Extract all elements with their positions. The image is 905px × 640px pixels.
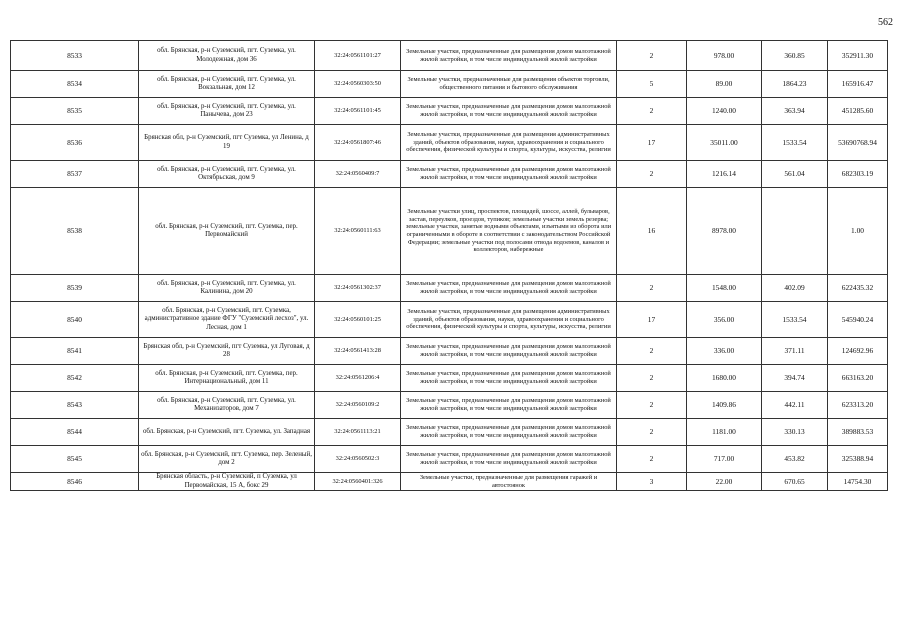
table-row <box>11 41 888 71</box>
specific-value-cell: 442.11 <box>762 392 828 419</box>
cadastral-number-cell: 32:24:0560303:50 <box>315 71 401 98</box>
area-cell: 89.00 <box>687 71 762 98</box>
cadastral-number-cell: 32:24:0560111:63 <box>315 188 401 275</box>
group-number-cell: 2 <box>617 161 687 188</box>
area-cell: 356.00 <box>687 302 762 338</box>
specific-value-cell: 371.11 <box>762 338 828 365</box>
land-use-cell: Земельные участки, предназначенные для размещения домов малоэтажной жилой застройки, в том числе индивидуальной жилой застройки <box>401 161 617 188</box>
cadastral-number-cell: 32:24:0561413:28 <box>315 338 401 365</box>
row-id-cell: 8544 <box>11 419 139 446</box>
row-id-cell: 8541 <box>11 338 139 365</box>
area-cell: 1409.86 <box>687 392 762 419</box>
row-id-cell: 8546 <box>11 473 139 491</box>
cadastral-number-cell: 32:24:0561206:4 <box>315 365 401 392</box>
cadastral-value-cell: 53690768.94 <box>828 125 888 161</box>
address-cell: Брянская область, р-н Суземский, п Суземка, ул Первомайская, 15 А, бокс 29 <box>139 473 315 491</box>
land-use-cell: Земельные участки, предназначенные для размещения административных зданий, объектов образования, науки, здравоохранения и социального обеспечения, физической культуры и спорта, культуры, искусства, религии <box>401 302 617 338</box>
land-use-cell: Земельные участки улиц, проспектов, площадей, шоссе, аллей, бульваров, застав, переулков, проездов, тупиков; земельные участки земель резерва; земельные участки, занятые водными объектами, изъятыми из оборота или ограниченными в обороте в соответствии с законодательством Российской Федерации; земельные участки под полосами отвода водоемов, каналов и коллекторов, набережные <box>401 188 617 275</box>
cadastral-value-cell: 545940.24 <box>828 302 888 338</box>
cadastral-value-cell: 165916.47 <box>828 71 888 98</box>
table-row <box>11 446 888 473</box>
group-number-cell: 3 <box>617 473 687 491</box>
page-number: 562 <box>878 17 893 28</box>
cadastral-value-cell: 451285.60 <box>828 98 888 125</box>
address-cell: обл. Брянская, р-н Суземский, пгт. Суземка, пер. Первомайский <box>139 188 315 275</box>
cadastral-value-cell: 124692.96 <box>828 338 888 365</box>
area-cell: 8978.00 <box>687 188 762 275</box>
land-use-cell: Земельные участки, предназначенные для размещения домов малоэтажной жилой застройки, в том числе индивидуальной жилой застройки <box>401 392 617 419</box>
cadastral-value-cell: 389883.53 <box>828 419 888 446</box>
land-use-cell: Земельные участки, предназначенные для размещения домов малоэтажной жилой застройки, в том числе индивидуальной жилой застройки <box>401 338 617 365</box>
cadastral-value-cell: 14754.30 <box>828 473 888 491</box>
cadastral-value-cell: 1.00 <box>828 188 888 275</box>
row-id-cell: 8540 <box>11 302 139 338</box>
group-number-cell: 17 <box>617 125 687 161</box>
specific-value-cell: 1533.54 <box>762 125 828 161</box>
cadastral-number-cell: 32:24:0560401:326 <box>315 473 401 491</box>
land-use-cell: Земельные участки, предназначенные для размещения домов малоэтажной жилой застройки, в том числе индивидуальной жилой застройки <box>401 98 617 125</box>
address-cell: обл. Брянская, р-н Суземский, пгт. Суземка, пер. Зеленый, дом 2 <box>139 446 315 473</box>
address-cell: обл. Брянская, р-н Суземский, пгт. Суземка, ул. Вокзальная, дом 12 <box>139 71 315 98</box>
cadastral-value-cell: 352911.30 <box>828 41 888 71</box>
land-use-cell: Земельные участки, предназначенные для размещения домов малоэтажной жилой застройки, в том числе индивидуальной жилой застройки <box>401 41 617 71</box>
address-cell: обл. Брянская, р-н Суземский, пгт. Суземка, ул. Западная <box>139 419 315 446</box>
area-cell: 35011.00 <box>687 125 762 161</box>
table-row <box>11 419 888 446</box>
specific-value-cell: 1864.23 <box>762 71 828 98</box>
group-number-cell: 2 <box>617 338 687 365</box>
address-cell: обл. Брянская, р-н Суземский, пгт. Суземка, пер. Интернациональный, дом 11 <box>139 365 315 392</box>
cadastral-number-cell: 32:24:0560109:2 <box>315 392 401 419</box>
cadastral-number-cell: 32:24:0560409:7 <box>315 161 401 188</box>
specific-value-cell: 330.13 <box>762 419 828 446</box>
cadastral-value-cell: 682303.19 <box>828 161 888 188</box>
specific-value-cell <box>762 188 828 275</box>
cadastral-number-cell: 32:24:0561101:45 <box>315 98 401 125</box>
area-cell: 22.00 <box>687 473 762 491</box>
area-cell: 1216.14 <box>687 161 762 188</box>
address-cell: обл. Брянская, р-н Суземский, пгт. Суземка, административное здание ФГУ "Суземский лесхоз", ул. Лесная, дом 1 <box>139 302 315 338</box>
address-cell: обл. Брянская, р-н Суземский, пгт. Суземка, ул. Механизаторов, дом 7 <box>139 392 315 419</box>
table-row <box>11 275 888 302</box>
land-use-cell: Земельные участки, предназначенные для размещения объектов торговли, общественного питания и бытового обслуживания <box>401 71 617 98</box>
cadastral-value-cell: 622435.32 <box>828 275 888 302</box>
cadastral-value-cell: 325388.94 <box>828 446 888 473</box>
cadastral-number-cell: 32:24:0561302:37 <box>315 275 401 302</box>
cadastral-number-cell: 32:24:0561101:27 <box>315 41 401 71</box>
area-cell: 717.00 <box>687 446 762 473</box>
group-number-cell: 2 <box>617 275 687 302</box>
address-cell: Брянская обл, р-н Суземский, пгт Суземка, ул Ленина, д 19 <box>139 125 315 161</box>
cadastral-value-table <box>10 40 888 491</box>
group-number-cell: 2 <box>617 419 687 446</box>
group-number-cell: 2 <box>617 98 687 125</box>
address-cell: обл. Брянская, р-н Суземский, пгт. Суземка, ул. Панычева, дом 23 <box>139 98 315 125</box>
cadastral-number-cell: 32:24:0561807:46 <box>315 125 401 161</box>
row-id-cell: 8537 <box>11 161 139 188</box>
table-row <box>11 392 888 419</box>
table-row <box>11 365 888 392</box>
table-row <box>11 302 888 338</box>
land-use-cell: Земельные участки, предназначенные для размещения административных зданий, объектов образования, науки, здравоохранения и социального обеспечения, физической культуры и спорта, культуры, искусства, религии <box>401 125 617 161</box>
cadastral-number-cell: 32:24:0560101:25 <box>315 302 401 338</box>
land-use-cell: Земельные участки, предназначенные для размещения домов малоэтажной жилой застройки, в том числе индивидуальной жилой застройки <box>401 446 617 473</box>
address-cell: обл. Брянская, р-н Суземский, пгт. Суземка, ул. Калинина, дом 20 <box>139 275 315 302</box>
specific-value-cell: 394.74 <box>762 365 828 392</box>
row-id-cell: 8534 <box>11 71 139 98</box>
cadastral-number-cell: 32:24:0561113:21 <box>315 419 401 446</box>
cadastral-number-cell: 32:24:0560502:3 <box>315 446 401 473</box>
group-number-cell: 5 <box>617 71 687 98</box>
address-cell: обл. Брянская, р-н Суземский, пгт. Суземка, ул. Молодежная, дом 36 <box>139 41 315 71</box>
row-id-cell: 8538 <box>11 188 139 275</box>
table-row <box>11 188 888 275</box>
address-cell: обл. Брянская, р-н Суземский, пгт. Суземка, ул. Октябрьская, дом 9 <box>139 161 315 188</box>
specific-value-cell: 561.04 <box>762 161 828 188</box>
specific-value-cell: 360.85 <box>762 41 828 71</box>
group-number-cell: 17 <box>617 302 687 338</box>
specific-value-cell: 402.09 <box>762 275 828 302</box>
specific-value-cell: 363.94 <box>762 98 828 125</box>
row-id-cell: 8536 <box>11 125 139 161</box>
row-id-cell: 8539 <box>11 275 139 302</box>
group-number-cell: 2 <box>617 41 687 71</box>
group-number-cell: 2 <box>617 446 687 473</box>
land-use-cell: Земельные участки, предназначенные для размещения гаражей и автостоянок <box>401 473 617 491</box>
row-id-cell: 8533 <box>11 41 139 71</box>
address-cell: Брянская обл, р-н Суземский, пгт Суземка, ул Луговая, д 28 <box>139 338 315 365</box>
land-use-cell: Земельные участки, предназначенные для размещения домов малоэтажной жилой застройки, в том числе индивидуальной жилой застройки <box>401 365 617 392</box>
table-row <box>11 473 888 491</box>
specific-value-cell: 1533.54 <box>762 302 828 338</box>
area-cell: 1240.00 <box>687 98 762 125</box>
area-cell: 1181.00 <box>687 419 762 446</box>
table-row <box>11 71 888 98</box>
group-number-cell: 16 <box>617 188 687 275</box>
area-cell: 1680.00 <box>687 365 762 392</box>
group-number-cell: 2 <box>617 392 687 419</box>
land-use-cell: Земельные участки, предназначенные для размещения домов малоэтажной жилой застройки, в том числе индивидуальной жилой застройки <box>401 419 617 446</box>
land-use-cell: Земельные участки, предназначенные для размещения домов малоэтажной жилой застройки, в том числе индивидуальной жилой застройки <box>401 275 617 302</box>
specific-value-cell: 670.65 <box>762 473 828 491</box>
row-id-cell: 8543 <box>11 392 139 419</box>
row-id-cell: 8542 <box>11 365 139 392</box>
group-number-cell: 2 <box>617 365 687 392</box>
row-id-cell: 8535 <box>11 98 139 125</box>
table-row <box>11 125 888 161</box>
table-row <box>11 98 888 125</box>
row-id-cell: 8545 <box>11 446 139 473</box>
specific-value-cell: 453.82 <box>762 446 828 473</box>
table-row <box>11 161 888 188</box>
table-row <box>11 338 888 365</box>
area-cell: 336.00 <box>687 338 762 365</box>
cadastral-value-cell: 623313.20 <box>828 392 888 419</box>
area-cell: 978.00 <box>687 41 762 71</box>
cadastral-value-cell: 663163.20 <box>828 365 888 392</box>
area-cell: 1548.00 <box>687 275 762 302</box>
